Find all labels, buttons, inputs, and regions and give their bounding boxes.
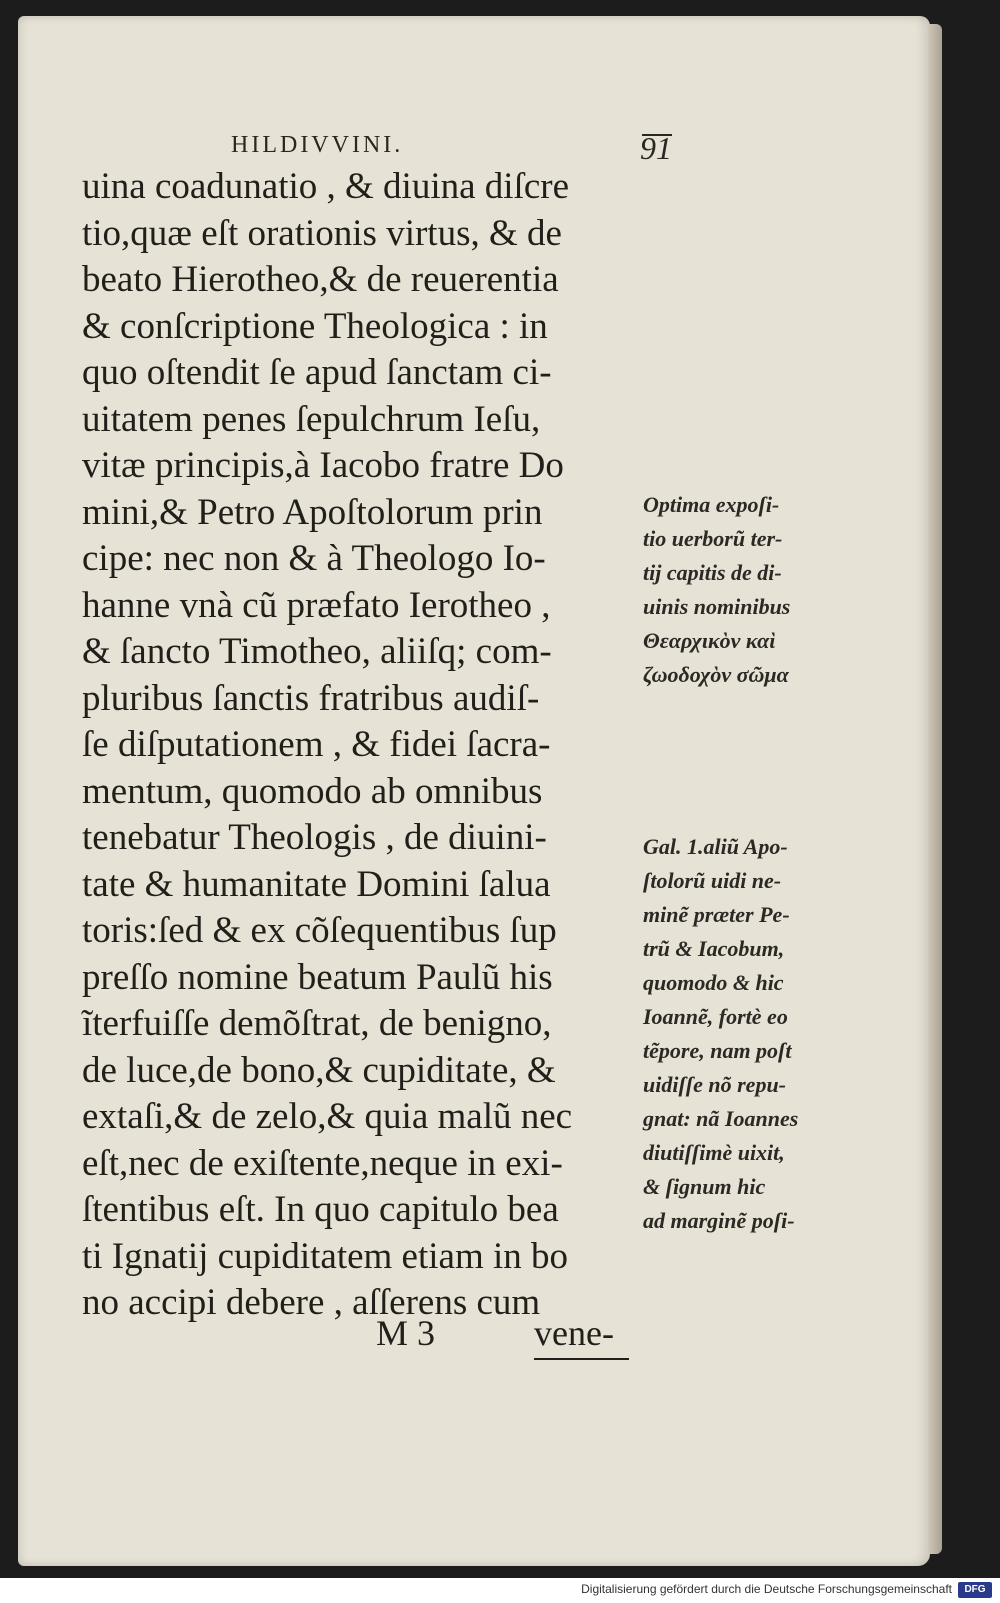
margin-note-line: ζωοδοχὸν σῶμα	[643, 662, 789, 687]
signature-mark: M 3	[376, 1313, 436, 1353]
margin-note-line: tio uerborũ ter-	[643, 526, 783, 551]
margin-note-line: quomodo & hic	[643, 970, 784, 995]
text-line: quo oſtendit ſe apud ſanctam ci-	[82, 352, 552, 393]
dfg-logo: DFG	[958, 1582, 992, 1598]
book-page	[18, 16, 930, 1566]
margin-note-group-1	[643, 488, 790, 692]
text-line: de luce,de bono,& cupiditate, &	[82, 1049, 556, 1091]
margin-note-line: Gal. 1.aliũ Apo-	[643, 834, 788, 859]
text-line: ſe diſputationem , & fidei ſacra-	[82, 724, 551, 765]
text-line: hanne vnà cũ præfato Ierotheo ,	[82, 584, 551, 626]
text-line: cipe: nec non & à Theologo Io-	[82, 538, 546, 579]
text-line: ĩterfuiſſe demõſtrat, de benigno,	[82, 1003, 552, 1044]
text-line: ſtentibus eſt. In quo capitulo bea	[82, 1189, 559, 1230]
margin-note-line: & ſignum hic	[643, 1174, 766, 1199]
text-line: ti Ignatij cupiditatem etiam in bo	[82, 1235, 569, 1277]
text-line: extaſi,& de zelo,& quia malũ nec	[82, 1096, 573, 1137]
text-line: & conſcriptione Theologica : in	[82, 305, 548, 347]
margin-note-group-2	[643, 830, 798, 1238]
main-text-block	[82, 164, 642, 1327]
margin-note-line: uinis nominibus	[643, 594, 791, 619]
text-line: mentum, quomodo ab omnibus	[82, 770, 543, 812]
text-line: tenebatur Theologis , de diuini-	[82, 817, 547, 858]
margin-note-line: Ioannẽ, fortè eo	[643, 1004, 788, 1029]
page-edge	[928, 24, 942, 1554]
text-line: tate & humanitate Domini ſalua	[82, 863, 551, 905]
footer-bar	[0, 1578, 1000, 1603]
margin-note-line: minẽ præter Pe-	[643, 902, 790, 927]
text-line: mini,& Petro Apoſtolorum prin	[82, 491, 543, 533]
text-line: no accipi debere , aſſerens cum	[82, 1282, 541, 1323]
text-line: uitatem penes ſepulchrum Ieſu,	[82, 398, 541, 440]
text-line: tio,quæ eſt orationis virtus, & de	[82, 212, 562, 254]
text-line: vitæ principis,à Iacobo fratre Do	[82, 445, 564, 486]
text-line: preſſo nomine beatum Paulũ his	[82, 956, 553, 998]
margin-note-line: trũ & Iacobum,	[643, 936, 785, 961]
margin-note-line: ſtolorũ uidi ne-	[643, 868, 782, 893]
text-line: & ſancto Timotheo, aliiſq; com-	[82, 631, 552, 672]
margin-note-line: tij capitis de di-	[643, 560, 782, 585]
text-line: uina coadunatio , & diuina diſcre	[82, 166, 570, 207]
catchword-rule	[534, 1358, 629, 1360]
margin-note-line: gnat: nã Ioannes	[643, 1106, 799, 1131]
margin-note-line: Optima expoſi-	[643, 492, 780, 517]
text-line: toris:ſed & ex cõſequentibus ſup	[82, 910, 557, 951]
margin-note-line: Θεαρχικὸν καὶ	[643, 628, 776, 653]
running-head: HILDIVVINI.	[231, 132, 404, 158]
folio-number: 91	[640, 130, 672, 166]
margin-note-line: diutiſſimè uixit,	[643, 1140, 785, 1165]
margin-note-line: ad marginẽ poſi-	[643, 1208, 795, 1233]
funding-credit: Digitalisierung gefördert durch die Deutsche Forschungsgemeinschaft	[581, 1582, 952, 1596]
margin-note-line: tẽpore, nam poſt	[643, 1038, 792, 1063]
text-line: beato Hierotheo,& de reuerentia	[82, 259, 559, 300]
catchword: vene-	[534, 1313, 614, 1353]
text-line: pluribus ſanctis fratribus audiſ-	[82, 677, 540, 719]
text-line: eſt,nec de exiſtente,neque in exi-	[82, 1142, 563, 1184]
margin-note-line: uidiſſe nõ repu-	[643, 1072, 786, 1097]
